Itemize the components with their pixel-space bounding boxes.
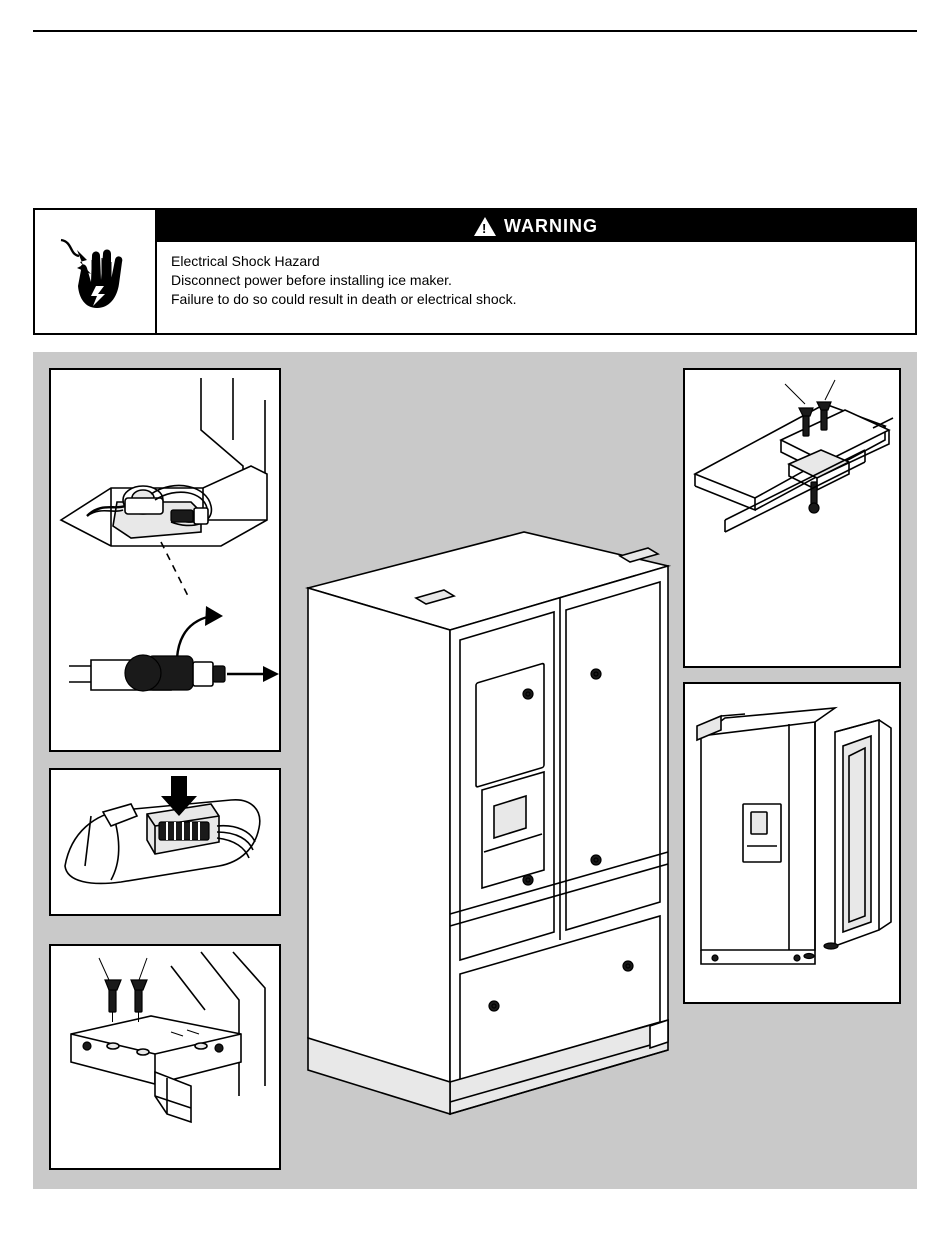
warning-triangle-icon [474, 217, 496, 236]
illustration-area [33, 352, 917, 1189]
warning-body-line-2: Disconnect power before installing ice maker. [171, 271, 452, 288]
warning-body-title: Electrical Shock Hazard [171, 253, 320, 269]
panel-wire-connector-push [49, 768, 281, 916]
electric-shock-hand-icon [35, 210, 157, 333]
header-divider [33, 30, 917, 32]
warning-body-line-3: Failure to do so could result in death or electrical shock. [171, 290, 517, 307]
warning-header-label: WARNING [504, 215, 598, 236]
panel-water-valve-tubing [49, 368, 281, 752]
warning-box [33, 208, 917, 335]
panel-refrigerator-three-door-main [298, 522, 678, 1142]
panel-top-hinge-screws-detail [683, 368, 901, 668]
warning-header [157, 210, 915, 242]
panel-bracket-screws-underside [49, 944, 281, 1170]
panel-refrigerator-door-open [683, 682, 901, 1004]
warning-body-text [157, 242, 915, 333]
